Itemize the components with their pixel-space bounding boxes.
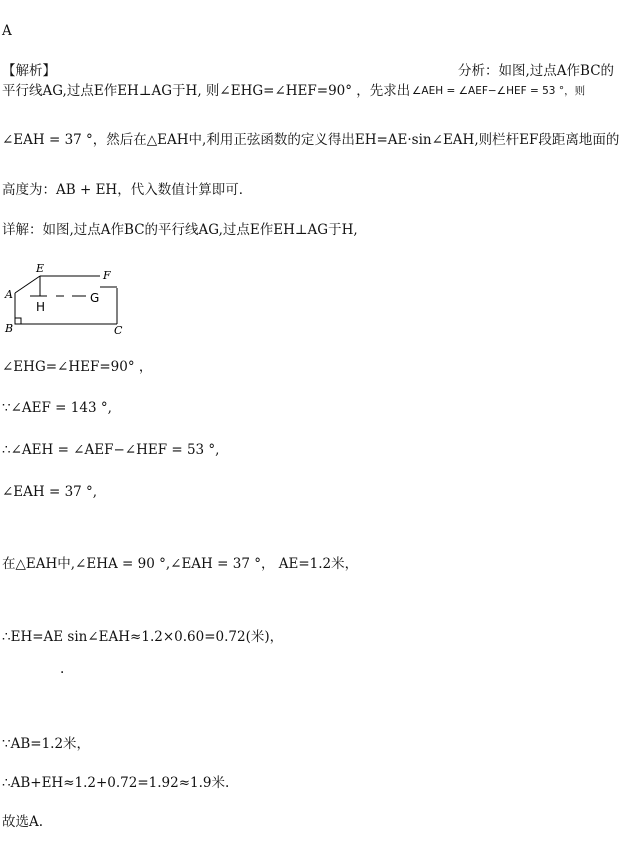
- step-3: ∴∠AEH = ∠AEF−∠HEF = 53 °,: [2, 442, 220, 458]
- step-dot: .: [60, 661, 65, 677]
- analysis-heading: 分析：如图,过点A作BC的: [458, 63, 615, 79]
- answer-letter: A: [2, 23, 12, 39]
- step-2: ∵∠AEF = 143 °,: [2, 400, 112, 416]
- analysis-line-2: ∠AEH = ∠AEF−∠HEF = 53 °，则: [412, 85, 586, 97]
- label-h: H: [36, 300, 46, 314]
- label-f: F: [103, 269, 111, 282]
- step-8: ∴AB+EH≈1.2+0.72=1.92≈1.9米.: [2, 775, 230, 791]
- right-angle-mark-b: [15, 318, 21, 324]
- analysis-label: 【解析】: [2, 63, 56, 79]
- analysis-line-1: 平行线AG,过点E作EH⊥AG于H, 则∠EHG=∠HEF=90° ，先求出: [2, 83, 411, 99]
- label-e: E: [36, 262, 45, 275]
- step-1: ∠EHG=∠HEF=90° ，: [2, 359, 153, 375]
- step-6: ∴EH=AE sin∠EAH≈1.2×0.60=0.72(米)，: [2, 629, 284, 645]
- label-g: G: [90, 291, 100, 305]
- label-c: C: [114, 324, 123, 337]
- step-9: 故选A.: [2, 814, 44, 830]
- geometry-figure: [0, 258, 140, 338]
- label-b: B: [5, 322, 14, 335]
- step-4: ∠EAH = 37 °,: [2, 484, 98, 500]
- step-5: 在△EAH中,∠EHA = 90 °,∠EAH = 37 °， AE=1.2米，: [2, 556, 359, 572]
- label-a: A: [5, 288, 13, 301]
- detail-intro: 详解：如图,过点A作BC的平行线AG,过点E作EH⊥AG于H,: [2, 222, 358, 238]
- analysis-line-4: 高度为：AB + EH，代入数值计算即可．: [2, 182, 253, 198]
- analysis-line-3: ∠EAH = 37 °，然后在△EAH中,利用正弦函数的定义得出EH=AE·sin∠EAH,则栏杆EF段距离地面的: [2, 132, 620, 148]
- step-7: ∵AB=1.2米，: [2, 736, 91, 752]
- segment-ae: [15, 276, 40, 293]
